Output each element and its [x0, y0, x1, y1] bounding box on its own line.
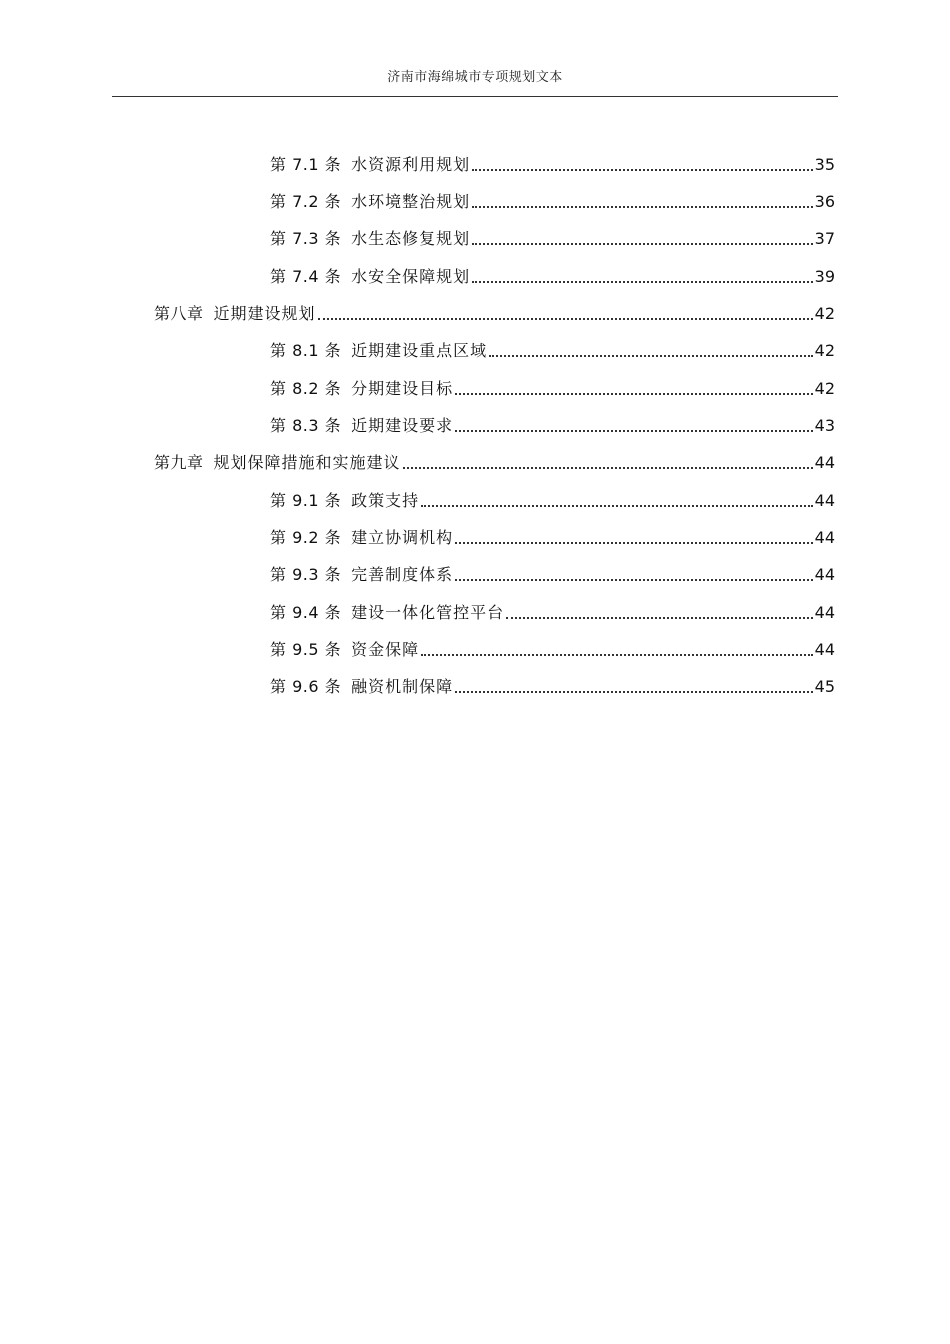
toc-entry-number: 第 9.2 条: [270, 528, 342, 547]
toc-entry-title: 水安全保障规划: [351, 267, 471, 286]
toc-entry-number: 第九章: [154, 453, 204, 472]
toc-leader-dots: [455, 542, 813, 544]
toc-entry-9-6[interactable]: [270, 671, 835, 697]
toc-leader-dots: [455, 579, 813, 581]
toc-entry-title: 近期建设重点区域: [351, 341, 488, 360]
toc-entry-number: 第 8.1 条: [270, 341, 342, 360]
toc-entry-page: 44: [814, 640, 835, 659]
toc-entry-number: 第 9.1 条: [270, 491, 342, 510]
toc-entry-title: 规划保障措施和实施建议: [213, 453, 401, 472]
toc-entry-7-2[interactable]: [270, 186, 835, 212]
toc-entry-number: 第 7.3 条: [270, 229, 342, 248]
toc-entry-7-3[interactable]: [270, 223, 835, 249]
toc-entry-page: 44: [814, 453, 835, 472]
toc-entry-number: 第 9.6 条: [270, 677, 342, 696]
toc-entry-number: 第 9.3 条: [270, 565, 342, 584]
toc-entry-9-3[interactable]: [270, 559, 835, 585]
toc-entry-page: 39: [814, 267, 835, 286]
toc-leader-dots: [318, 318, 813, 320]
page-header-title: 济南市海绵城市专项规划文本: [387, 70, 563, 85]
toc-leader-dots: [472, 281, 813, 283]
toc-entry-title: 近期建设规划: [213, 304, 316, 323]
toc-entry-8-1[interactable]: [270, 335, 835, 361]
toc-entry-number: 第 7.2 条: [270, 192, 342, 211]
toc-entry-title: 近期建设要求: [351, 416, 454, 435]
toc-leader-dots: [472, 169, 813, 171]
toc-entry-chapter-8[interactable]: [154, 298, 835, 324]
toc-entry-title: 建立协调机构: [351, 528, 454, 547]
toc-leader-dots: [472, 206, 813, 208]
toc-entry-page: 35: [814, 155, 835, 174]
toc-entry-number: 第 7.4 条: [270, 267, 342, 286]
toc-entry-9-2[interactable]: [270, 522, 835, 548]
toc-entry-title: 建设一体化管控平台: [351, 603, 505, 622]
toc-leader-dots: [455, 393, 813, 395]
toc-entry-page: 44: [814, 528, 835, 547]
toc-entry-number: 第 9.5 条: [270, 640, 342, 659]
toc-entry-page: 37: [814, 229, 835, 248]
toc-entry-chapter-9[interactable]: [154, 447, 835, 473]
toc-entry-title: 分期建设目标: [351, 379, 454, 398]
toc-entry-7-1[interactable]: [270, 149, 835, 175]
toc-entry-9-5[interactable]: [270, 634, 835, 660]
toc-entry-9-1[interactable]: [270, 485, 835, 511]
toc-leader-dots: [472, 243, 813, 245]
toc-entry-title: 完善制度体系: [351, 565, 454, 584]
toc-entry-title: 水资源利用规划: [351, 155, 471, 174]
toc-entry-page: 36: [814, 192, 835, 211]
toc-entry-number: 第 8.3 条: [270, 416, 342, 435]
toc-entry-page: 42: [814, 304, 835, 323]
toc-entry-page: 42: [814, 341, 835, 360]
toc-entry-number: 第八章: [154, 304, 204, 323]
toc-entry-8-3[interactable]: [270, 410, 835, 436]
toc-leader-dots: [421, 505, 813, 507]
toc-entry-title: 水生态修复规划: [351, 229, 471, 248]
header-rule: [112, 96, 838, 97]
toc-leader-dots: [455, 691, 813, 693]
toc-entry-number: 第 9.4 条: [270, 603, 342, 622]
toc-leader-dots: [506, 617, 813, 619]
toc-entry-title: 政策支持: [351, 491, 420, 510]
toc-entry-title: 水环境整治规划: [351, 192, 471, 211]
toc-leader-dots: [403, 467, 813, 469]
toc-entry-page: 45: [814, 677, 835, 696]
toc-entry-number: 第 7.1 条: [270, 155, 342, 174]
toc-entry-title: 融资机制保障: [351, 677, 454, 696]
toc-entry-page: 43: [814, 416, 835, 435]
toc-entry-title: 资金保障: [351, 640, 420, 659]
toc-entry-9-4[interactable]: [270, 597, 835, 623]
toc-entry-8-2[interactable]: [270, 373, 835, 399]
toc-entry-number: 第 8.2 条: [270, 379, 342, 398]
toc-entry-page: 44: [814, 603, 835, 622]
toc-leader-dots: [489, 355, 813, 357]
toc-entry-page: 44: [814, 565, 835, 584]
toc-entry-page: 42: [814, 379, 835, 398]
toc-leader-dots: [455, 430, 813, 432]
toc-entry-page: 44: [814, 491, 835, 510]
toc-entry-7-4[interactable]: [270, 261, 835, 287]
toc-leader-dots: [421, 654, 813, 656]
